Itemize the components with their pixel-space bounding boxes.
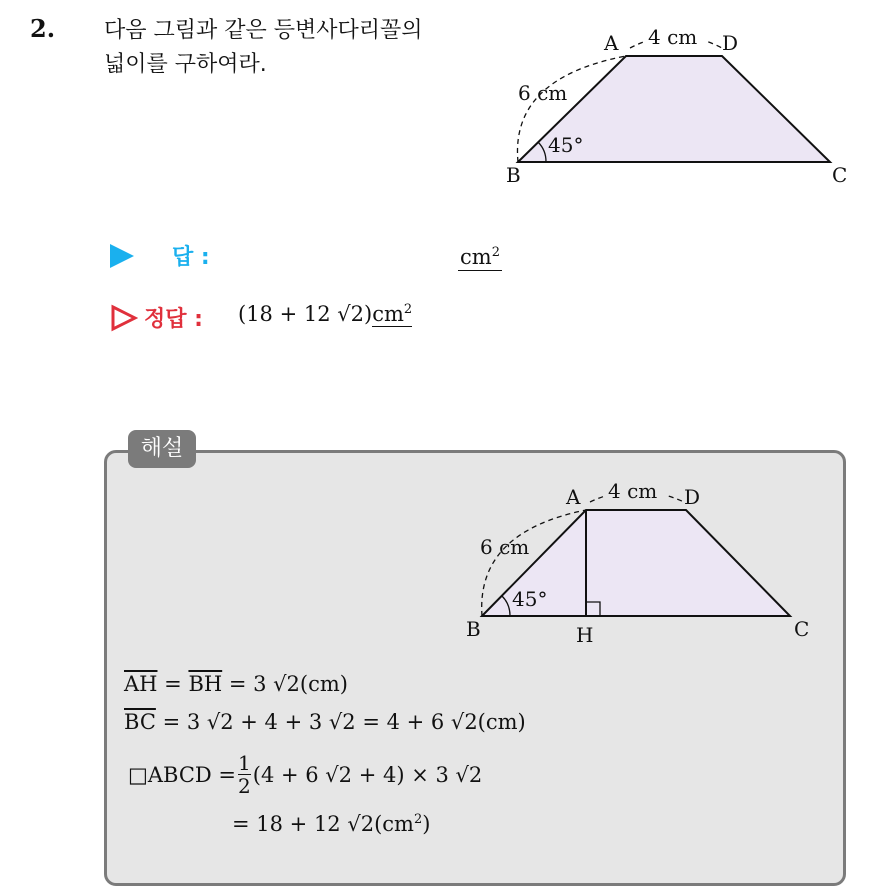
- correct-label: 정답 :: [144, 307, 203, 332]
- vertex-b: B: [506, 163, 521, 187]
- fraction-numerator: 1: [238, 751, 251, 775]
- segment-bh: $\overline{BH}$: [188, 672, 223, 696]
- half-fraction: [238, 752, 251, 797]
- solution-side-length: 6 cm: [480, 535, 530, 559]
- segment-ah: $\overline{AH}$: [124, 672, 158, 696]
- vertex-d: D: [722, 31, 739, 55]
- solution-vertex-d: D: [684, 485, 701, 509]
- line3-prefix: □ABCD =: [128, 762, 237, 787]
- line4-close: ): [422, 812, 431, 836]
- solution-line-3: [128, 752, 482, 797]
- fraction-denominator: 2: [238, 774, 251, 798]
- answer-unit-power: 2: [491, 245, 500, 260]
- play-triangle-icon: [110, 244, 134, 268]
- solution-vertex-b: B: [466, 617, 481, 641]
- line2-rest: = 3 √2 + 4 + 3 √2 = 4 + 6 √2(cm): [155, 710, 526, 734]
- line1-rest: = 3 √2(cm): [222, 672, 348, 696]
- segment-bc: $\overline{BC}$: [124, 710, 156, 734]
- solution-line-1: [124, 672, 348, 696]
- solution-angle-label: 45°: [512, 587, 548, 611]
- answer-field[interactable]: [458, 240, 502, 271]
- angle-label: 45°: [548, 133, 584, 157]
- answer-row: [108, 238, 528, 278]
- vertex-a: A: [604, 31, 619, 55]
- solution-vertex-a: A: [566, 485, 581, 509]
- line4-text: = 18 + 12 √2(cm: [232, 812, 414, 836]
- vertex-c: C: [832, 163, 848, 187]
- solution-figure: [460, 476, 820, 656]
- line4-power: 2: [413, 812, 423, 827]
- correct-value: (18 + 12 √2): [238, 302, 373, 326]
- answer-unit: cm: [460, 245, 492, 269]
- solution-line-2: [124, 710, 526, 734]
- solution-line-4: [232, 812, 430, 836]
- top-length-label: 4 cm: [648, 25, 698, 49]
- solution-top-length: 4 cm: [608, 479, 658, 503]
- correct-value-wrap: [238, 302, 412, 326]
- question-number: 2.: [30, 14, 56, 43]
- side-length-label: 6 cm: [518, 81, 568, 105]
- solution-vertex-h: H: [576, 623, 594, 647]
- line3-rest: (4 + 6 √2 + 4) × 3 √2: [252, 762, 483, 787]
- equals-sign: =: [157, 672, 189, 696]
- correct-answer-row: [108, 300, 608, 340]
- correct-unit: cm: [372, 302, 404, 326]
- solution-vertex-c: C: [794, 617, 810, 641]
- question-text: 다음 그림과 같은 등변사다리꼴의 넓이를 구하여라.: [104, 18, 423, 77]
- solution-tag: 해설: [128, 430, 196, 468]
- correct-unit-power: 2: [403, 302, 413, 317]
- outline-triangle-icon: [110, 304, 138, 332]
- answer-label: 답 :: [172, 245, 210, 270]
- trapezoid-figure: [480, 18, 860, 198]
